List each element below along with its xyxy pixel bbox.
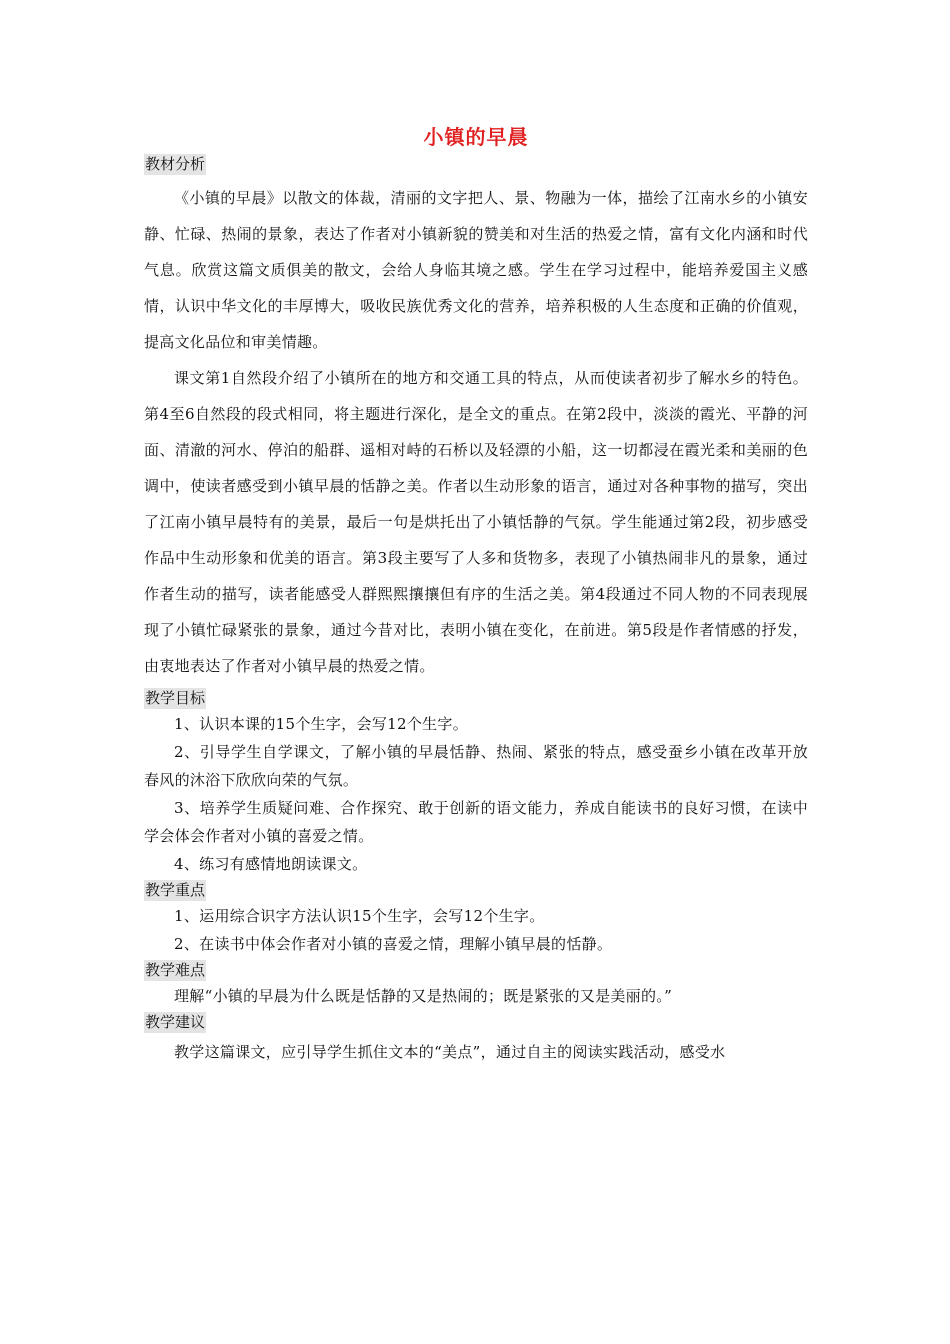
difficulty-text: 理解“小镇的早晨为什么既是恬静的又是热闹的；既是紧张的又是美丽的。”: [174, 987, 673, 1005]
key-points-heading-row: [144, 878, 808, 902]
suggestion-heading-row: [144, 1010, 808, 1034]
suggestion-section: [144, 1034, 808, 1070]
key-point-item-2: 2、在读书中体会作者对小镇的喜爱之情，理解小镇早晨的恬静。: [174, 935, 613, 953]
goal-item-4: 4、练习有感情地朗读课文。: [174, 855, 368, 873]
analysis-paragraph-2: 课文第1自然段介绍了小镇所在的地方和交通工具的特点，从而使读者初步了解水乡的特色。第4至6自然段的段式相同，将主题进行深化，是全文的重点。在第2段中，淡淡的霞光、平静的河面、清澈的河水、停泊的船群、遥相对峙的石桥以及轻漂的小船，这一切都浸在霞光柔和美丽的色调中，使读者感受到小镇早晨的恬静之美。作者以生动形象的语言，通过对各种事物的描写，突出了江南小镇早晨特有的美景，最后一句是烘托出了小镇恬静的气氛。学生能通过第2段，初步感受作品中生动形象和优美的语言。第3段主要写了人多和货物多，表现了小镇热闹非凡的景象，通过作者生动的描写，读者能感受人群熙熙攘攘但有序的生活之美。第4段通过不同人物的不同表现展现了小镇忙碌紧张的景象，通过今昔对比，表明小镇在变化，在前进。第5段是作者情感的抒发，由衷地表达了作者对小镇早晨的热爱之情。: [144, 369, 808, 675]
suggestion-heading: 教学建议: [145, 1013, 206, 1031]
goal-item-1: 1、认识本课的15个生字，会写12个生字。: [174, 715, 469, 733]
goals-heading: 教学目标: [145, 689, 206, 707]
analysis-section: [144, 180, 808, 684]
goals-heading-row: [144, 686, 808, 710]
document-page: [144, 122, 808, 1070]
key-points-heading: 教学重点: [145, 881, 206, 899]
key-point-item-1: 1、运用综合识字方法认识15个生字，会写12个生字。: [174, 907, 545, 925]
key-points-section: [144, 902, 808, 958]
goals-section: [144, 710, 808, 878]
difficulty-heading-row: [144, 958, 808, 982]
analysis-paragraph-1: 《小镇的早晨》以散文的体裁，清丽的文字把人、景、物融为一体，描绘了江南水乡的小镇安静、忙碌、热闹的景象，表达了作者对小镇新貌的赞美和对生活的热爱之情，富有文化内涵和时代气息。欣赏这篇文质俱美的散文，会给人身临其境之感。学生在学习过程中，能培养爱国主义感情，认识中华文化的丰厚博大，吸收民族优秀文化的营养，培养积极的人生态度和正确的价值观，提高文化品位和审美情趣。: [144, 189, 808, 351]
suggestion-text: 教学这篇课文，应引导学生抓住文本的“美点”，通过自主的阅读实践活动，感受水: [174, 1043, 726, 1061]
difficulty-heading: 教学难点: [145, 961, 206, 979]
analysis-heading: 教材分析: [145, 155, 206, 173]
analysis-heading-row: [144, 152, 808, 176]
difficulty-section: [144, 982, 808, 1010]
goal-item-3: 3、培养学生质疑问难、合作探究、敢于创新的语文能力，养成自能读书的良好习惯，在读中学会体会作者对小镇的喜爱之情。: [144, 799, 808, 845]
document-title: 小镇的早晨: [423, 125, 529, 149]
goal-item-2: 2、引导学生自学课文，了解小镇的早晨恬静、热闹、紧张的特点，感受蚕乡小镇在改革开放春风的沐浴下欣欣向荣的气氛。: [144, 743, 808, 789]
